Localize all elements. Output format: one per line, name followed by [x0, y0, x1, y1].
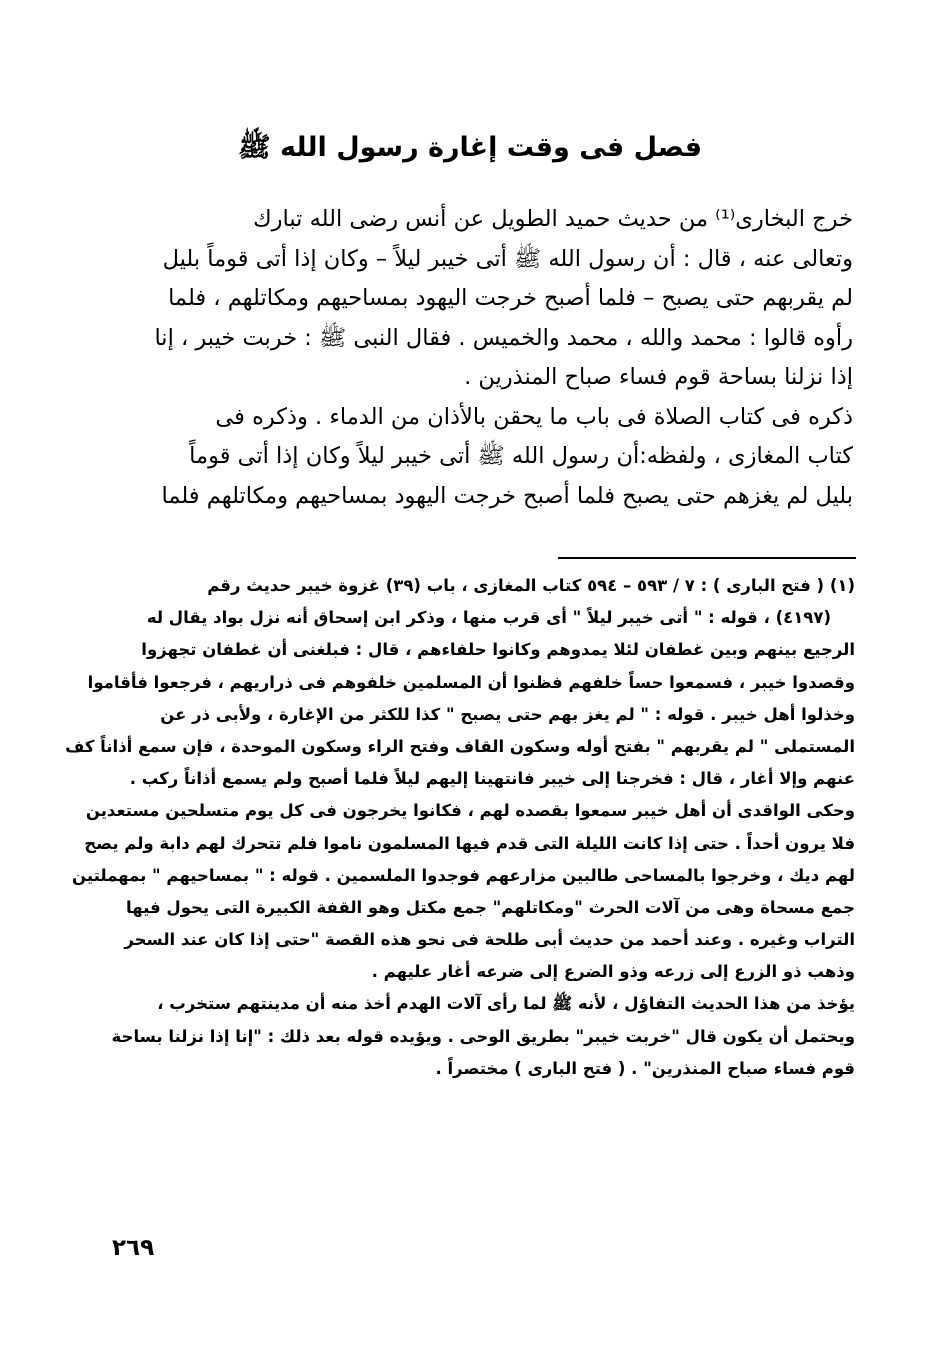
footnote-line: وخذلوا أهل خيبر . قوله : " لم يغز بهم حتى يصبح " كذا للكثر من الإغارة ، ولأبى ذر عن	[160, 704, 855, 724]
footnote-line: الرجيع بينهم وبين غطفان لئلا يمدوهم وكانوا حلفاءهم ، قال : فبلغنى أن غطفان تجهزوا	[141, 640, 855, 660]
footnote-line: جمع مسحاة وهى من آلات الحرث "ومكاتلهم" جمع مكتل وهو القفة الكبيرة التى يحول فيها	[126, 897, 855, 917]
footnote-line: ويحتمل أن يكون قال "خربت خيبر" بطريق الوحى . ويؤيده قوله بعد ذلك : "إنا إذا نزلنا بساحة	[111, 1026, 855, 1046]
body-line: رأوه قالوا : محمد والله ، محمد والخميس . فقال النبى ﷺ : خربت خيبر ، إنا	[154, 324, 853, 351]
footnote-line: (٤١٩٧) ، قوله : " أتى خيبر ليلاً " أى قرب منها ، وذكر ابن إسحاق أنه نزل بواد يقال له	[146, 608, 831, 628]
footnote-line: لهم ديك ، وخرجوا بالمساحى طالبين مزارعهم فوجدوا الملسمين . قوله : " بمساحيهم " بمهملتين	[72, 865, 855, 885]
footnote-divider	[558, 557, 856, 559]
footnote-line: عنهم وإلا أغار ، قال : فخرجنا إلى خيبر فانتهينا إليهم ليلاً فلما أصبح ولم يسمع أذاناً ركب .	[129, 769, 855, 789]
footnote-line: (١) ( فتح البارى ) : ٧ / ٥٩٣ – ٥٩٤ كتاب المغازى ، باب (٣٩) غزوة خيبر حديث رقم	[207, 576, 855, 595]
footnote-line: فلا يرون أحداً . حتى إذا كانت الليلة التى قدم فيها المسلمون ناموا فلم تتحرك لهم دابة ولم يصح	[84, 833, 855, 853]
body-line: لم يقربهم حتى يصبح – فلما أصبح خرجت اليهود بمساحيهم ومكاتلهم ، فلما	[168, 285, 853, 311]
footnotes	[65, 570, 855, 1085]
body-line: بليل لم يغزهم حتى يصبح فلما أصبح خرجت اليهود بمساحيهم ومكاتلهم فلما	[161, 482, 853, 509]
main-text	[118, 200, 853, 516]
body-line: وتعالى عنه ، قال : أن رسول الله ﷺ أتى خيبر ليلاً – وكان إذا أتى قوماً بليل	[162, 245, 853, 272]
body-line: كتاب المغازى ، ولفظه:أن رسول الله ﷺ أتى خيبر ليلاً وكان إذا أتى قوماً	[189, 443, 853, 469]
page-number: ٢٦٩	[112, 1235, 155, 1261]
footnote-line: وذهب ذو الزرع إلى زرعه وذو الضرع إلى ضرعه أغار عليهم .	[371, 962, 855, 982]
footnote-line: المستملى " لم يقربهم " بفتح أوله وسكون القاف وفتح الراء وسكون الموحدة ، فإن سمع أذاناً كف	[65, 736, 855, 756]
footnote-line: التراب وغيره . وعند أحمد من حديث أبى طلحة فى نحو هذه القصة "حتى إذا كان عند السحر	[124, 930, 855, 950]
footnote-line: يؤخذ من هذا الحديث التفاؤل ، لأنه ﷺ لما رأى آلات الهدم أخذ منه أن مدينتهم ستخرب ،	[157, 994, 855, 1014]
body-line: خرج البخارى⁽¹⁾ من حديث حميد الطويل عن أنس رضى الله تبارك	[253, 206, 853, 232]
chapter-title: فصل فى وقت إغارة رسول الله ﷺ	[238, 132, 702, 163]
footnote-line: قوم فساء صباح المنذرين" . ( فتح البارى ) مختصراً .	[435, 1058, 855, 1078]
footnote-line: وحكى الواقدى أن أهل خيبر سمعوا بقصده لهم ، فكانوا يخرجون فى كل يوم متسلحين مستعدين	[85, 801, 855, 821]
body-line: إذا نزلنا بساحة قوم فساء صباح المنذرين .	[464, 364, 853, 390]
footnote-line: وقصدوا خيبر ، فسمعوا حساً خلفهم فظنوا أن المسلمين خلفوهم فى ذراريهم ، فرجعوا فأقاموا	[87, 672, 855, 692]
body-line: ذكره فى كتاب الصلاة فى باب ما يحقن بالأذان من الدماء . وذكره فى	[215, 403, 853, 430]
